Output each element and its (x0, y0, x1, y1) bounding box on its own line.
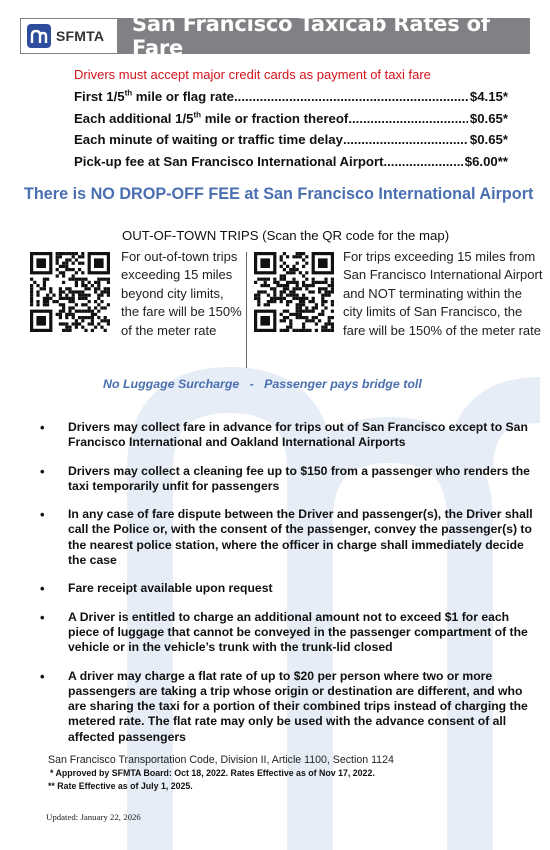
rule-text: A Driver is entitled to charge an additional amount not to exceed $1 for each piece of luggage that cannot be conveyed in the passenger compartment of the vehicle or in the vehicle’s trunk with the trunk-lid closed (68, 609, 528, 655)
qr-code-left[interactable] (30, 252, 110, 332)
transportation-code-citation: San Francisco Transportation Code, Division II, Article 1100, Section 1124 (48, 754, 394, 766)
bullet-icon: • (40, 463, 45, 479)
qr-code-right[interactable] (254, 252, 334, 332)
rule-item (40, 669, 535, 745)
bullet-icon: • (40, 581, 45, 597)
bullet-icon: • (40, 609, 45, 625)
no-dropoff-notice: There is NO DROP-OFF FEE at San Francisco International Airport (24, 185, 534, 203)
credit-card-note: Drivers must accept major credit cards as payment of taxi fare (74, 67, 431, 82)
rate-effective-note: ** Rate Effective as of July 1, 2025. (48, 781, 193, 791)
logo-text: SFMTA (56, 28, 105, 44)
sfmta-logo-icon (27, 24, 51, 48)
rule-item (40, 610, 535, 656)
bullet-icon: • (40, 668, 45, 684)
rate-value: $0.65* (469, 110, 508, 126)
rate-label: Each additional 1/5th mile or fraction thereof (74, 110, 349, 126)
rule-item (40, 507, 535, 568)
rule-item (40, 581, 535, 596)
rate-list (74, 86, 508, 172)
out-of-town-right-text: For trips exceeding 15 miles from San Francisco International Airport and NOT terminating within the city limits of San Francisco, the fare will be 150% of the meter rate (343, 249, 543, 338)
rule-text: A driver may charge a flat rate of up to $20 per person where two or more passengers are taking a trip whose origin or destination are different, and who are sharing the taxi for a portion of their combined trips instead of charging the metered rate. The flat rate may only be used with the advance consent of all affected passengers (68, 668, 528, 744)
rate-label: Pick-up fee at San Francisco International Airport (74, 153, 384, 169)
rule-item (40, 420, 535, 451)
bullet-icon: • (40, 507, 45, 523)
out-of-town-title: OUT-OF-TOWN TRIPS (Scan the QR code for the map) (122, 228, 450, 243)
rate-value: $6.00** (464, 153, 508, 169)
column-divider (246, 252, 247, 368)
rules-list (40, 420, 535, 758)
rate-value: $4.15* (469, 89, 508, 105)
sfmta-logo (20, 18, 118, 54)
rate-label: Each minute of waiting or traffic time delay (74, 132, 343, 148)
page-title: San Francisco Taxicab Rates of Fare (131, 12, 490, 60)
rate-row (74, 108, 508, 130)
rate-row (74, 86, 508, 108)
dot-leader (343, 132, 468, 147)
rate-row (74, 151, 508, 173)
bullet-icon: • (40, 420, 45, 435)
out-of-town-left-text: For out-of-town trips exceeding 15 miles beyond city limits, the fare will be 150% of the meter rate (121, 249, 242, 338)
rate-row (74, 129, 508, 151)
dot-leader (234, 89, 468, 104)
updated-date: Updated: January 22, 2026 (46, 812, 141, 822)
surcharge-note: No Luggage Surcharge - Passenger pays bridge toll (103, 377, 422, 391)
rule-text: Drivers may collect a cleaning fee up to $150 from a passenger who renders the taxi temporarily unfit for passengers (68, 463, 530, 493)
rule-item (40, 464, 535, 495)
rate-value: $0.65* (469, 132, 508, 148)
rule-text: Drivers may collect fare in advance for trips out of San Francisco except to San Francisco International and Oakland International Airports (68, 420, 528, 450)
rule-text: In any case of fare dispute between the Driver and passenger(s), the Driver shall call the Police or, with the consent of the passenger, convey the passenger(s) to the nearest police station, where the officer in charge shall immediately decide the case (68, 507, 533, 568)
header-bar (20, 12, 530, 60)
rule-text: Fare receipt available upon request (68, 581, 273, 596)
dot-leader (348, 111, 468, 126)
dot-leader (383, 154, 462, 169)
approval-note: * Approved by SFMTA Board: Oct 18, 2022. Rates Effective as of Nov 17, 2022. (50, 768, 375, 778)
rate-label: First 1/5th mile or flag rate (74, 88, 235, 105)
